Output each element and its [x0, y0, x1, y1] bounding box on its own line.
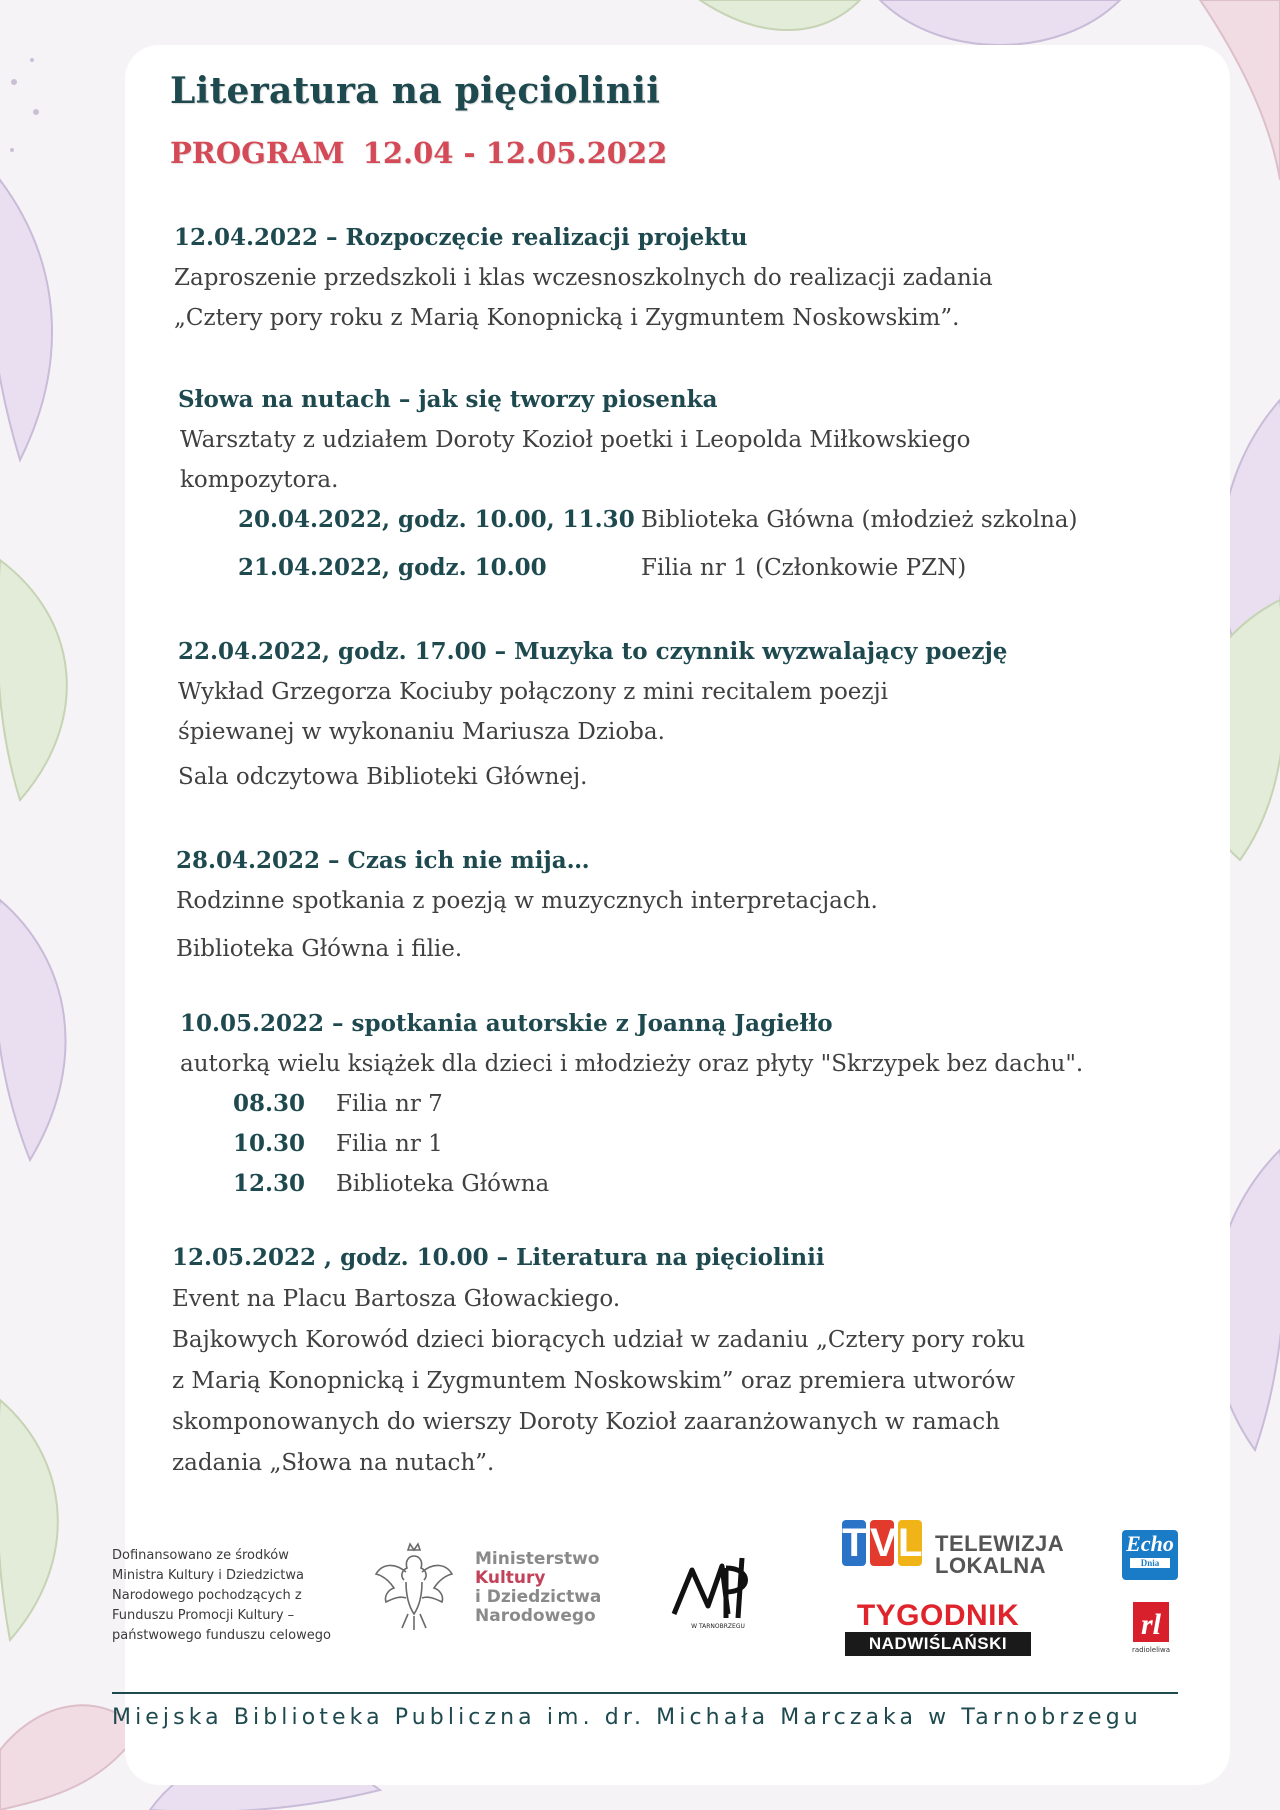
echo-dnia-logo [1122, 1530, 1178, 1580]
program-subtitle [170, 136, 667, 170]
schedule-where: Biblioteka Główna [336, 1171, 550, 1197]
ministry-logo-line: Narodowego [475, 1606, 596, 1626]
schedule-when: 10.30 [233, 1130, 306, 1157]
funding-line: Funduszu Promocji Kultury – [112, 1608, 295, 1623]
ministry-logo-line: i Dziedzictwa [475, 1587, 602, 1607]
section-line: Bajkowych Korowód dzieci biorących udział w zadaniu „Cztery pory roku [172, 1327, 1026, 1353]
mbp-logo [668, 1548, 772, 1632]
polish-eagle-icon [372, 1542, 456, 1632]
section-line: Sala odczytowa Biblioteki Głównej. [178, 764, 588, 790]
section-line: z Marią Konopnicką i Zygmuntem Noskowskim” oraz premiera utworów [172, 1368, 1016, 1394]
section-heading: 28.04.2022 – Czas ich nie mija… [176, 847, 590, 874]
schedule-where: Biblioteka Główna (młodzież szkolna) [641, 507, 1078, 533]
footer-divider [112, 1692, 1178, 1694]
schedule-when: 21.04.2022, godz. 10.00 [238, 554, 547, 581]
schedule-where: Filia nr 1 [336, 1131, 443, 1157]
section-heading: 10.05.2022 – spotkania autorskie z Joanną Jagiełło [180, 1010, 833, 1037]
section-line: Event na Placu Bartosza Głowackiego. [172, 1286, 621, 1312]
schedule-where: Filia nr 7 [336, 1091, 443, 1117]
section-line: zadania „Słowa na nutach”. [172, 1450, 495, 1476]
section-line: autorką wielu książek dla dzieci i młodzieży oraz płyty "Skrzypek bez dachu". [180, 1051, 1084, 1077]
section-line: Biblioteka Główna i filie. [176, 936, 463, 962]
tvl-letter: L [898, 1521, 923, 1565]
section-line: Rodzinne spotkania z poezją w muzycznych interpretacjach. [176, 888, 878, 914]
tygodnik-bottom: NADWIŚLAŃSKI [845, 1632, 1031, 1656]
section-line: skomponowanych do wierszy Doroty Kozioł zaaranżowanych w ramach [172, 1409, 1000, 1435]
section-line: Zaproszenie przedszkoli i klas wczesnoszkolnych do realizacji zadania [174, 265, 993, 291]
tvl-letter: T [842, 1521, 867, 1565]
section-heading: Słowa na nutach – jak się tworzy piosenka [178, 386, 718, 413]
funding-note [112, 1546, 331, 1646]
schedule-when: 20.04.2022, godz. 10.00, 11.30 [238, 506, 635, 533]
library-name: Miejska Biblioteka Publiczna im. dr. Michała Marczaka w Tarnobrzegu [112, 1705, 1142, 1730]
section-heading: 12.04.2022 – Rozpoczęcie realizacji projektu [174, 224, 748, 251]
radio-mark: rl [1140, 1608, 1162, 1641]
ministry-logo-line: Ministerstwo [475, 1549, 600, 1569]
echo-sub: Dnia [1130, 1558, 1170, 1568]
section-line: śpiewanej w wykonaniu Mariusza Dzioba. [178, 719, 665, 745]
funding-line: Dofinansowano ze środków [112, 1548, 289, 1563]
tygodnik-top: TYGODNIK [856, 1599, 1020, 1632]
section-line: „Cztery pory roku z Marią Konopnicką i Zygmuntem Noskowskim”. [174, 305, 960, 331]
tvl-logo-text [935, 1533, 1064, 1577]
section-line: kompozytora. [180, 467, 339, 493]
echo-name: Echo [1126, 1531, 1174, 1556]
ministry-logo-line: Kultury [475, 1568, 546, 1588]
funding-line: Ministra Kultury i Dziedzictwa [112, 1568, 304, 1583]
schedule-where: Filia nr 1 (Członkowie PZN) [641, 555, 967, 581]
schedule-when: 08.30 [233, 1090, 306, 1117]
funding-line: Narodowego pochodzących z [112, 1588, 302, 1603]
ministry-logo [475, 1550, 601, 1626]
section-heading: 12.05.2022 , godz. 10.00 – Literatura na pięciolinii [172, 1244, 825, 1271]
radio-caption: radioleliwa [1132, 1646, 1170, 1654]
funding-line: państwowego funduszu celowego [112, 1628, 331, 1643]
tygodnik-logo [845, 1600, 1031, 1656]
section-line: Wykład Grzegorza Kociuby połączony z mini recitalem poezji [178, 679, 889, 705]
section-heading: 22.04.2022, godz. 17.00 – Muzyka to czynnik wyzwalający poezję [178, 638, 1008, 665]
program-dates: 12.04 - 12.05.2022 [362, 136, 668, 170]
program-label: PROGRAM [170, 136, 345, 170]
tvl-line: LOKALNA [935, 1553, 1047, 1578]
schedule-when: 12.30 [233, 1170, 306, 1197]
tvl-line: TELEWIZJA [935, 1531, 1065, 1556]
radio-leliwa-logo [1127, 1598, 1173, 1656]
page-title: Literatura na pięciolinii [170, 70, 661, 112]
mbp-caption: W TARNOBRZEGU [691, 1623, 745, 1630]
tvl-letter: V [870, 1521, 897, 1565]
section-line: Warsztaty z udziałem Doroty Kozioł poetki i Leopolda Miłkowskiego [180, 427, 971, 453]
